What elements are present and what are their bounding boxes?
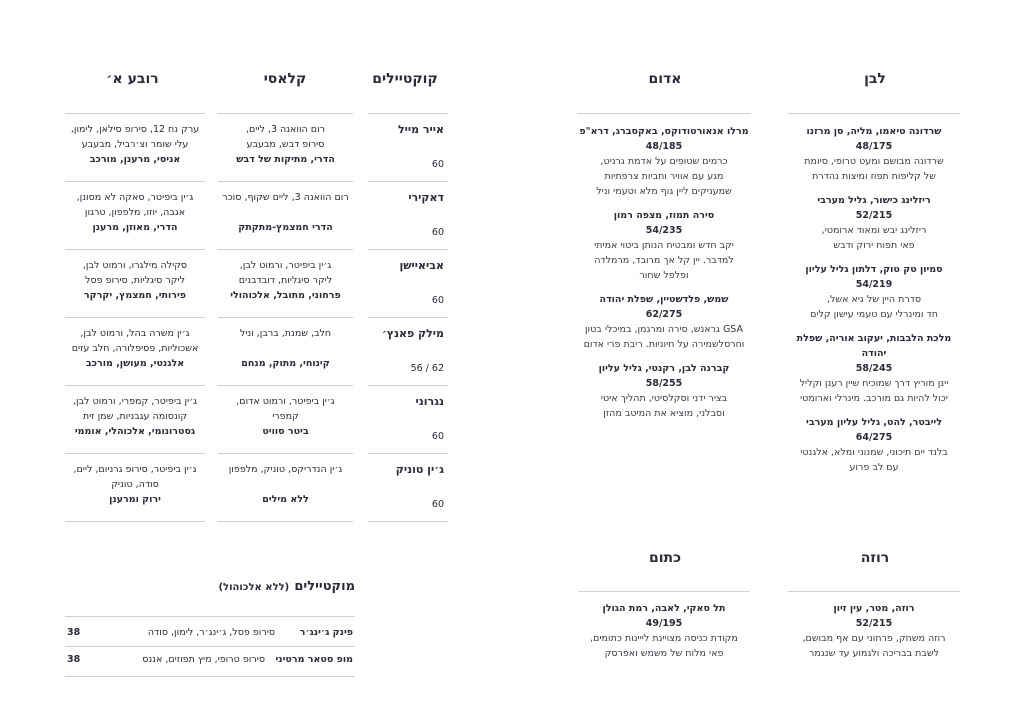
mocktail-name: מופ סטאר מרטיני [275, 654, 353, 665]
wine-desc: שרדונה מבושם ומעט טרופי, סיומת [804, 156, 944, 167]
wine-desc: פאי מלוח של משמש ואפרסק [604, 648, 724, 659]
wine-price: 49/195 [645, 618, 683, 629]
mocktail-desc: סירופ טרופי, מיץ תפוזים, אננס [142, 654, 265, 665]
classic-cell [218, 394, 353, 439]
row-rule [218, 521, 353, 522]
cocktail-profile: ללא מילים [262, 494, 309, 505]
quarter-cell [65, 122, 205, 167]
cocktail-ingredients: ג׳ין ביפיטר, ורמוט אדום, [236, 396, 335, 407]
row-rule [65, 181, 205, 182]
wine-desc: כרמים שטופים על אדמת גרניט, [600, 156, 728, 167]
cocktail-profile: פירותי, חמצמץ, יקרקר [83, 290, 187, 301]
wine-price: 48/185 [645, 141, 683, 152]
cocktail-name: אייר מייל [397, 123, 444, 136]
cocktails-header: קוקטיילים [372, 71, 438, 87]
cocktail-price: 60 [431, 295, 444, 306]
cocktail-name-cell [368, 326, 444, 341]
cocktail-ingredients: ליקר סיגליות, דובדבנים [238, 275, 333, 286]
quarter-cell [65, 462, 205, 507]
wine-item [788, 124, 960, 184]
quarter-cell [65, 190, 205, 235]
cocktail-ingredients: ג׳ין ביפיטר, קמפרי, ורמוט לבן, [72, 396, 198, 407]
wine-price: 58/255 [645, 378, 683, 389]
white-rule [788, 113, 960, 114]
wine-name: מרלו אנאורטודוקס, באקסברג, דרא"פ [579, 126, 749, 137]
row-rule [368, 521, 448, 522]
classic-cell [218, 462, 353, 507]
mocktails-heading [65, 575, 355, 594]
row-rule [218, 113, 353, 114]
wine-price: 52/215 [855, 210, 893, 221]
wine-name: קברנה לבן, רקנטי, גליל עליון [598, 363, 730, 374]
row-rule [368, 113, 448, 114]
cocktail-profile: ירוק ומרענן [109, 494, 161, 505]
cocktail-price: 60 [431, 499, 444, 510]
wine-desc: וחרסלשמירה על חיוניות. ריבת פרי אדום [583, 339, 745, 350]
wine-desc: סדרת היין של גיא אשל, [826, 294, 922, 305]
red-wine-title: אדום [648, 71, 682, 87]
mocktail-name: פינק ג׳ינג׳ר [299, 627, 353, 638]
wine-item [578, 361, 750, 421]
wine-item [578, 208, 750, 283]
wine-price: 62/275 [645, 309, 683, 320]
wine-name: ריזלינג כישור, גליל מערבי [817, 195, 931, 206]
wine-item [788, 415, 960, 475]
quarter-cell [65, 258, 205, 303]
wine-desc: ריזלינג יבש ומאוד ארומטי, [821, 225, 927, 236]
cocktail-profile: הדרי חמצמץ-מתקתק [238, 222, 333, 233]
cocktail-ingredients: ג׳ין הנדריקס, טוניק, מלפפון [228, 464, 343, 475]
rose-wine-list [788, 601, 960, 661]
wine-desc: לשבת בבריכה ולגמוע עד שנגמר [809, 648, 939, 659]
wine-name: מלכת הלבבות, יעקוב אוריה, שפלת יהודה [796, 333, 952, 359]
cocktail-ingredients: עלי שומר וצ׳רביל, מבעבע [81, 139, 189, 150]
cocktail-price: 60 [431, 227, 444, 238]
row-rule [368, 181, 448, 182]
row-rule [368, 249, 448, 250]
row-rule [65, 453, 205, 454]
cocktail-ingredients: ג׳ין משרה בהל, ורמוט לבן, [80, 328, 190, 339]
wine-desc: יינן מוריץ דרך שמוכיח שיין רענן וקליל [799, 378, 949, 389]
mocktail-rule [65, 676, 355, 677]
wine-desc: פאי תפוח ירוק ודבש [833, 240, 915, 251]
orange-wine-title: כתום [648, 550, 682, 566]
orange-rule [578, 591, 750, 592]
wine-desc: וסבלני, מוציא את המיטב מהזן [603, 408, 725, 419]
cocktail-ingredients: ג׳ין ביפיטר, ורמוט לבן, [239, 260, 332, 271]
cocktail-ingredients: אגבה, יוזו, מלפפון, טרגון [84, 207, 186, 218]
wine-item [788, 262, 960, 322]
cocktail-ingredients: ג׳ין ביפיטר, סירופ גרניום, ליים, [73, 464, 197, 475]
row-rule [368, 385, 448, 386]
cocktail-profile: קינוחי, מתוק, מנחם [241, 358, 330, 369]
classic-header: קלאסי [263, 71, 307, 87]
cocktail-ingredients: ליקר סיגליות, סירופ פסל [85, 275, 185, 286]
wine-name: סמיון טק טוק, דלתון גליל עליון [805, 264, 943, 275]
wine-price: 54/219 [855, 279, 893, 290]
wine-desc: מקודת כניסה מצויינת לייינות כתומים, [590, 633, 738, 644]
cocktail-ingredients: אשכוליות, פסיפלורה, חלב עזים [71, 343, 199, 354]
wine-name: סירה תמוז, מצפה רמון [613, 210, 715, 221]
wine-desc: של קליפות תפוז ומיצות נהדרת [812, 171, 936, 182]
cocktail-name-cell [368, 394, 444, 409]
cocktail-profile: הדרי, מאוזן, מרענן [92, 222, 178, 233]
cocktail-price: 60 [431, 159, 444, 170]
cocktail-profile: גסטרונומי, אלכוהלי, אוממי [74, 426, 196, 437]
cocktail-name: דאקירי [408, 191, 444, 204]
red-rule [578, 113, 750, 114]
wine-item [788, 601, 960, 661]
wine-item [578, 124, 750, 199]
mocktail-rule [65, 616, 355, 617]
mocktail-desc: סירופ פסל, ג׳ינג׳ר, לימון, סודה [147, 627, 275, 638]
classic-cell [218, 190, 353, 235]
quarter-cell [65, 326, 205, 371]
wine-desc: שמעניקים ליין גוף מלא וטעמי וניל [596, 186, 732, 197]
wine-item [788, 331, 960, 406]
mocktail-price: 38 [67, 654, 81, 665]
row-rule [65, 385, 205, 386]
wine-desc: ופלפל שחור [639, 270, 689, 281]
wine-desc: יכול להיות גם מורכב. מינרלי וארומטי [800, 393, 948, 404]
cocktail-ingredients: רום הוואנה 3, ליים, [245, 124, 326, 135]
wine-item [578, 292, 750, 352]
wine-desc: בלנד יים תיכוני, שמנוני ומלא, אלגנטי [800, 447, 948, 458]
wine-name: שמש, פלדשטיין, שפלת יהודה [599, 294, 729, 305]
cocktail-profile: ביטר סוויט [262, 426, 309, 437]
quarter-cell [65, 394, 205, 439]
cocktail-name: מילק פאנץ׳ [381, 327, 444, 340]
wine-desc: רוזה משחק, פרחוני עם אף מבושם, [802, 633, 946, 644]
mocktails-subtitle: (ללא אלכוהול) [218, 582, 290, 593]
row-rule [218, 317, 353, 318]
wine-name: לייבטר, להט, גליל עליון מערבי [806, 417, 942, 428]
cocktail-price: 62 / 56 [410, 363, 444, 374]
row-rule [218, 181, 353, 182]
wine-desc: יקב חדש ומבטיח הנותן ביטוי אמיתי [594, 240, 734, 251]
wine-desc: עם לב פרוע [849, 462, 899, 473]
row-rule [65, 113, 205, 114]
row-rule [218, 453, 353, 454]
cocktail-name: אביאיישן [399, 259, 444, 272]
wine-price: 48/175 [855, 141, 893, 152]
row-rule [218, 249, 353, 250]
cocktail-profile: הדרי, מתיקות של דבש [236, 154, 335, 165]
cocktail-name-cell [368, 258, 444, 273]
row-rule [218, 385, 353, 386]
orange-wine-list [578, 601, 750, 661]
cocktail-ingredients: קונסומה עגבניות, שמן זית [82, 411, 188, 422]
wine-price: 58/245 [855, 363, 893, 374]
cocktail-name: ג׳ין טוניק [395, 463, 444, 476]
row-rule [65, 317, 205, 318]
classic-cell [218, 122, 353, 167]
wine-desc: מגע עם אוויר וחביות צרפתיות [604, 171, 724, 182]
row-rule [65, 249, 205, 250]
cocktail-name-cell [368, 190, 444, 205]
cocktail-ingredients: קמפרי [272, 411, 299, 422]
row-rule [368, 317, 448, 318]
white-wine-title: לבן [864, 71, 886, 87]
cocktail-profile: פרחוני, מתובל, אלכוהולי [230, 290, 341, 301]
cocktail-price: 60 [431, 431, 444, 442]
classic-cell [218, 326, 353, 371]
wine-price: 52/215 [855, 618, 893, 629]
cocktail-ingredients: רום הוואנה 3, ליים שקוף, סוכר [222, 192, 349, 203]
cocktail-ingredients: סירופ דבש, מבעבע [246, 139, 325, 150]
rose-wine-title: רוזה [860, 550, 890, 566]
wine-desc: בציר ידני וסקלסיטי, תהליך איטי [600, 393, 728, 404]
mocktail-price: 38 [67, 627, 81, 638]
wine-name: תל סאקי, לאבה, רמת הגולן [602, 603, 726, 614]
wine-item [578, 601, 750, 661]
wine-name: שרדונה טיאמו, מליה, סן מרזנו [806, 126, 942, 137]
quarter-header: רובע א׳ [106, 71, 159, 87]
row-rule [65, 521, 205, 522]
rose-rule [788, 591, 960, 592]
cocktail-ingredients: סודה, טוניק [111, 479, 159, 490]
row-rule [368, 453, 448, 454]
cocktail-name-cell [368, 122, 444, 137]
mocktails-title: מוקטיילים [294, 579, 355, 594]
classic-cell [218, 258, 353, 303]
cocktail-name: נגרוני [415, 395, 444, 408]
cocktail-ingredients: ערק נח 12, סירופ סילאן, לימון, [70, 124, 200, 135]
wine-desc: GSA גראנש, סירה ומרגמן, במיכלי בטון [584, 324, 744, 335]
wine-price: 54/235 [645, 225, 683, 236]
cocktail-ingredients: סקילה מילגרו, ורמוט לבן, [82, 260, 188, 271]
cocktail-ingredients: חלב, שמנת, ברבן, וניל [239, 328, 332, 339]
white-wine-list [788, 124, 960, 475]
wine-price: 64/275 [855, 432, 893, 443]
cocktail-profile: אניסי, מרענן, מורכב [89, 154, 181, 165]
red-wine-list [578, 124, 750, 421]
wine-item [788, 193, 960, 253]
wine-name: רוזה, מטר, עין זיון [833, 603, 915, 614]
wine-desc: חד ומינרלי עם טעמי עישון קלים [810, 309, 938, 320]
cocktail-ingredients: ג׳ין ביפיטר, סאקה לא מסונן, [76, 192, 194, 203]
cocktail-name-cell [368, 462, 444, 477]
mocktail-rule [65, 646, 355, 647]
wine-desc: למדבר. יין קל אך מרובד, מרמלדה [594, 255, 734, 266]
cocktail-profile: אלגנטי, מעושן, מורכב [85, 358, 185, 369]
